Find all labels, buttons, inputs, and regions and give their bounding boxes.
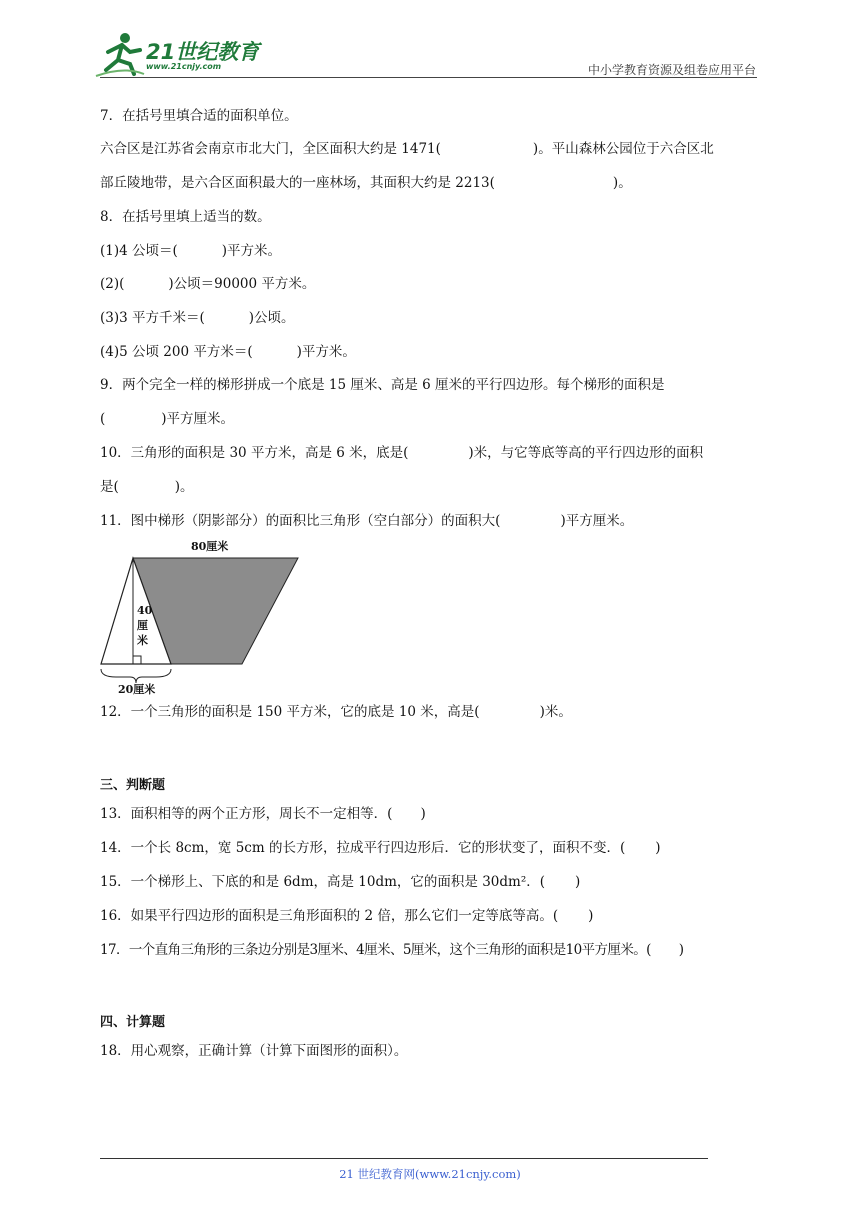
q9-line2-text-b: )平方厘米。 xyxy=(161,411,235,427)
q9-line2 xyxy=(100,409,234,429)
section-judgement-title: 三、判断题 xyxy=(100,778,166,793)
q8-p1-text-a: (1)4 公顷＝( xyxy=(100,243,178,259)
q9-line1: 9．两个完全一样的梯形拼成一个底是 15 厘米、高是 6 厘米的平行四边形。每个梯形的面积是 xyxy=(100,377,665,393)
q11-line1-text-b: )平方厘米。 xyxy=(560,513,634,529)
q10-line2-text-a: 是( xyxy=(100,479,119,495)
q13-close: ) xyxy=(420,806,426,822)
height-label-3: 米 xyxy=(137,634,148,647)
top-label: 80厘米 xyxy=(191,540,229,553)
platform-name: 中小学教育资源及组卷应用平台 xyxy=(587,63,756,77)
bottom-brace xyxy=(101,669,171,683)
logo-text: 21世纪教育 xyxy=(146,40,260,64)
footer-text: 21 世纪教育网(www.21cnjy.com) xyxy=(339,1167,521,1181)
q11-line1-text-a: 11．图中梯形（阴影部分）的面积比三角形（空白部分）的面积大( xyxy=(100,513,501,529)
q17-close: ) xyxy=(678,942,684,958)
height-label-2: 厘 xyxy=(137,619,148,632)
q8-p2-text-a: (2)( xyxy=(100,276,125,292)
q17-text: 17．一个直角三角形的三条边分别是3厘米、4厘米、5厘米，这个三角形的面积是10平方厘米。( xyxy=(100,942,651,958)
logo-url: www.21cnjy.com xyxy=(146,62,222,71)
q10-line2 xyxy=(100,477,194,497)
q10-line1-text-b: )米，与它等底等高的平行四边形的面积 xyxy=(468,445,704,461)
q16-text: 16．如果平行四边形的面积是三角形面积的 2 倍，那么它们一定等底等高。( xyxy=(100,908,559,924)
q7-line1-text-a: 六合区是江苏省会南京市北大门，全区面积大约是 1471( xyxy=(100,141,441,157)
q8-part1 xyxy=(100,241,281,261)
q8-part3 xyxy=(100,308,295,328)
q11-line1 xyxy=(100,511,633,531)
q7-line2-text-b: )。 xyxy=(612,175,632,191)
footer-divider xyxy=(100,1158,708,1159)
q8-p3-text-b: )公顷。 xyxy=(248,310,295,326)
trapezoid-triangle-figure xyxy=(96,534,306,699)
q8-p2-text-b: )公顷＝90000 平方米。 xyxy=(168,276,316,292)
q9-line2-text-a: ( xyxy=(100,411,106,427)
q10-line2-text-b: )。 xyxy=(174,479,194,495)
q10-line1-text-a: 10．三角形的面积是 30 平方米，高是 6 米，底是( xyxy=(100,445,409,461)
q14-line xyxy=(100,838,661,858)
q12-text-a: 12．一个三角形的面积是 150 平方米，它的底是 10 米，高是( xyxy=(100,704,480,720)
q16-close: ) xyxy=(588,908,594,924)
q8-title: 8．在括号里填上适当的数。 xyxy=(100,209,271,225)
q15-text: 15．一个梯形上、下底的和是 6dm，高是 10dm，它的面积是 30dm²．( xyxy=(100,874,546,890)
q15-line xyxy=(100,872,580,892)
section-calculation-title: 四、计算题 xyxy=(100,1015,166,1030)
q15-close: ) xyxy=(575,874,581,890)
q13-line xyxy=(100,804,426,824)
q14-text: 14．一个长 8cm，宽 5cm 的长方形，拉成平行四边形后．它的形状变了，面积不变．( xyxy=(100,840,626,856)
q8-p1-text-b: )平方米。 xyxy=(221,243,282,259)
q8-p4-text-b: )平方米。 xyxy=(296,344,356,360)
q10-line1 xyxy=(100,443,703,463)
q8-part2 xyxy=(100,274,315,294)
q18-line: 18．用心观察，正确计算（计算下面图形的面积）。 xyxy=(100,1043,408,1059)
q7-line2-text-a: 部丘陵地带，是六合区面积最大的一座林场，其面积大约是 2213( xyxy=(100,175,495,191)
q8-p4-text-a: (4)5 公顷 200 平方米＝( xyxy=(100,344,253,360)
q17-line xyxy=(100,940,683,960)
page-header xyxy=(0,0,860,80)
bottom-label: 20厘米 xyxy=(118,683,156,696)
q14-close: ) xyxy=(655,840,661,856)
q7-line2 xyxy=(100,173,632,193)
header-divider xyxy=(100,77,757,78)
q13-text: 13．面积相等的两个正方形，周长不一定相等．( xyxy=(100,806,393,822)
height-label-1: 40 xyxy=(137,604,153,617)
q7-title: 7．在括号里填合适的面积单位。 xyxy=(100,108,298,124)
q12-text-b: )米。 xyxy=(539,704,572,720)
q8-part4 xyxy=(100,342,356,362)
q7-line1 xyxy=(100,139,714,159)
q16-line xyxy=(100,906,593,926)
q7-line1-text-b: )。平山森林公园位于六合区北 xyxy=(532,141,714,157)
q12-line xyxy=(100,702,572,722)
q8-p3-text-a: (3)3 平方千米＝( xyxy=(100,310,205,326)
